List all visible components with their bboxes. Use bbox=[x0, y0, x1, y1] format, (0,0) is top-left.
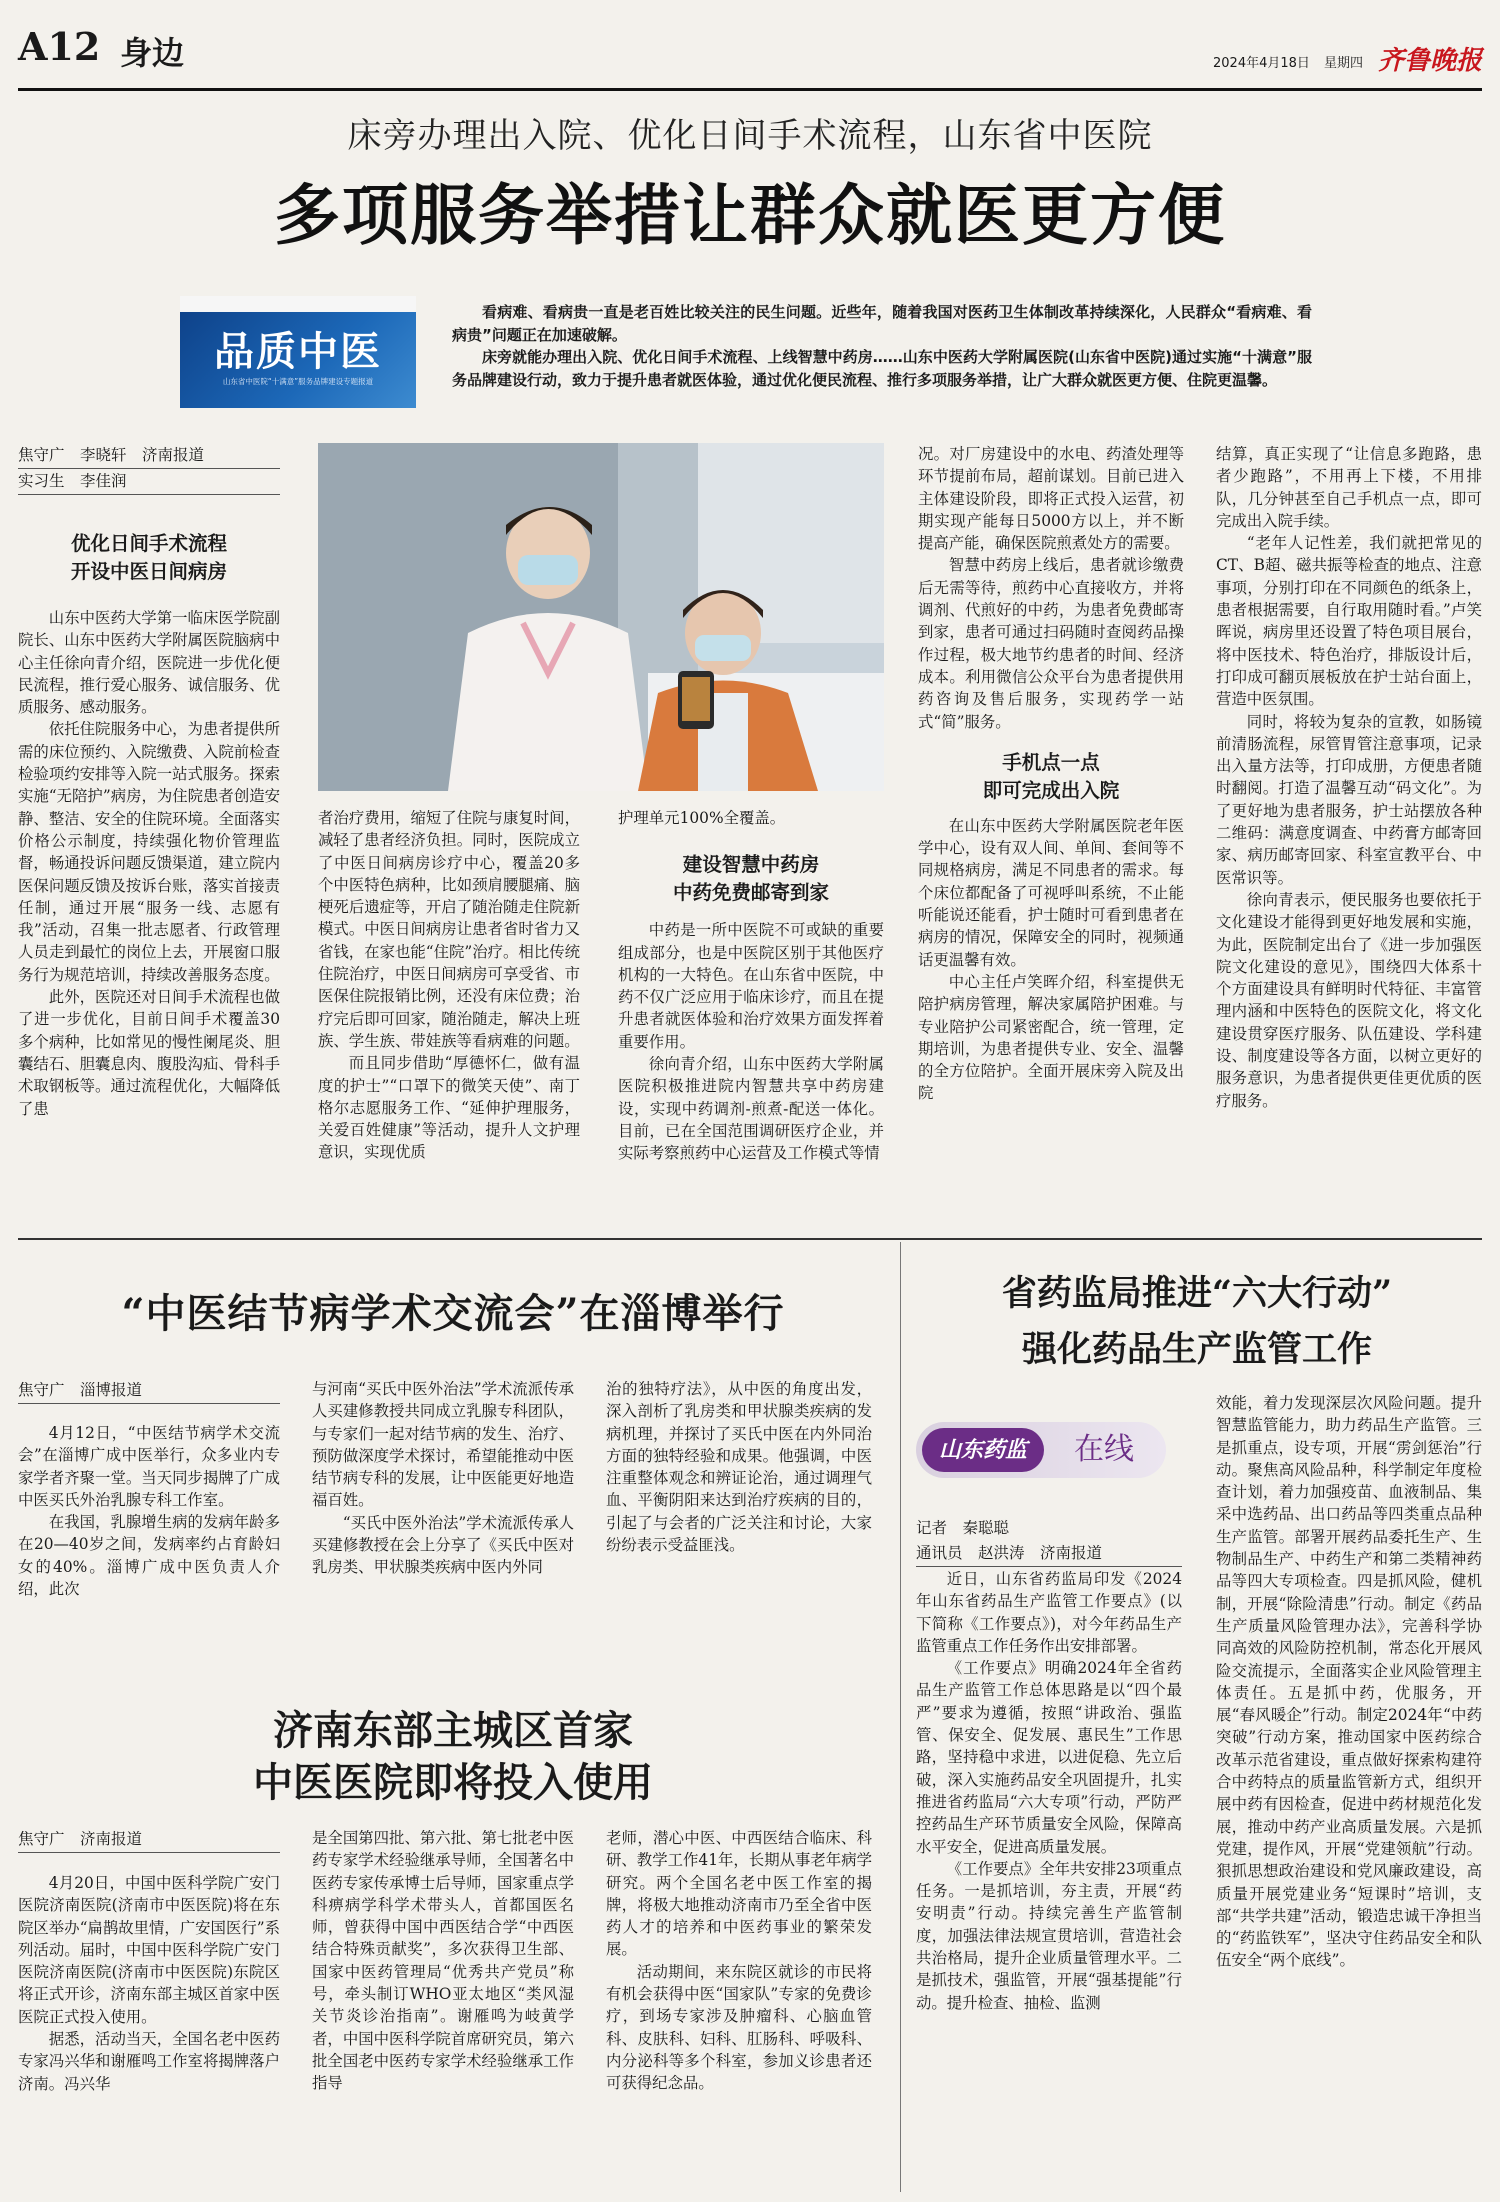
paragraph: 中心主任卢笑晖介绍，科室提供无陪护病房管理，解决家属陪护困难。与专业陪护公司紧密配合，统一管理，定期培训，为患者提供专业、安全、温馨的全方位陪护。全面开展床旁入院及出院 bbox=[918, 972, 1184, 1103]
issue-weekday: 星期四 bbox=[1324, 56, 1364, 71]
art1-column-1 bbox=[18, 607, 280, 1120]
art4-column-2 bbox=[1216, 1392, 1482, 1972]
paragraph: “老年人记性差，我们就把常见的CT、B超、磁共振等检查的地点、注意事项，分别打印在不同颜色的纸条上，患者根据需要，自行取用随时看。”卢笑晖说，病房里还设置了特色项目展台，将中医技术、特色治疗，排版设计后，打印成可翻页展板放在护士站台面上，营造中医氛围。 bbox=[1216, 534, 1482, 709]
paragraph: “买氏中医外治法”学术流派传承人买建修教授在会上分享了《买氏中医对乳房类、甲状腺类疾病中医内外同 bbox=[312, 1513, 575, 1577]
subhead-line: 优化日间手术流程 bbox=[70, 532, 227, 555]
art1-lead bbox=[452, 301, 1312, 391]
art2-column-3 bbox=[606, 1378, 872, 1556]
art2-column-2 bbox=[312, 1378, 574, 1579]
art3-column-2 bbox=[312, 1827, 574, 2095]
paragraph: 《工作要点》全年共安排23项重点任务。一是抓培训，夯主责，开展“药安明责”行动。持续完善生产监管制度，加强法律法规宣贯培训，营造社会共治格局，提升企业质量管理水平。二是抓技术，强监管，开展“强基提能”行动。提升检查、抽检、监测 bbox=[916, 1859, 1182, 2012]
art2-title: “中医结节病学术交流会”在淄博举行 bbox=[121, 1290, 785, 1337]
fda-online-logo bbox=[916, 1422, 1166, 1478]
paragraph: 据悉，活动当天，全国名老中医药专家冯兴华和谢雁鸣工作室将揭牌落户济南。冯兴华 bbox=[18, 2030, 280, 2093]
subhead-line: 手机点一点 bbox=[1002, 750, 1100, 774]
paragraph: 山东中医药大学第一临床医学院副院长、山东中医药大学附属医院脑病中心主任徐向青介绍，医院进一步优化便民流程，推行爱心服务、诚信服务、优质服务、感动服务。 bbox=[18, 609, 280, 717]
subhead-line: 开设中医日间病房 bbox=[70, 560, 227, 583]
art1-column-3 bbox=[618, 807, 884, 1165]
logo-text: 品质中医 bbox=[214, 328, 382, 375]
paragraph: 结算，真正实现了“让信息多跑路，患者少跑路”，不用再上下楼，不用排队，几分钟甚至自己手机点一点，即可完成出入院手续。 bbox=[1216, 445, 1482, 530]
logo-left: 山东药监 bbox=[922, 1428, 1044, 1472]
paragraph: 者治疗费用，缩短了住院与康复时间，减轻了患者经济负担。同时，医院成立了中医日间病房诊疗中心，覆盖20多个中医特色病种，比如颈肩腰腿痛、脑梗死后遗症等，开启了随治随走住院新模式。中医日间病房让患者省时省力又省钱，在家也能“住院”治疗。相比传统住院治疗，中医日间病房可享受省、市医保住院报销比例，还没有床位费；治疗完后即可回家，随治随走，解决上班族、学生族、带娃族等看病难的问题。 bbox=[318, 809, 580, 1050]
logo-tagline: 山东省中医院“十满意”服务品牌建设专题报道 bbox=[222, 377, 374, 386]
paragraph: 治的独特疗法》，从中医的角度出发，深入剖析了乳房类和甲状腺类疾病的发病机理，并探讨了买氏中医在内外同治方面的独特经验和成果。他强调，中医注重整体观念和辨证论治，通过调理气血、平衡阴阳来达到治疗疾病的目的，引起了与会者的广泛关注和讨论，大家纷纷表示受益匪浅。 bbox=[606, 1380, 872, 1555]
paragraph: 徐向青表示，便民服务也要依托于文化建设才能得到更好地发展和实施，为此，医院制定出台了《进一步加强医院文化建设的意见》，围绕四大体系十个方面建设具有鲜明时代特征、丰富管理内涵和中医特色的医院文化，将文化建设贯穿医疗服务、队伍建设、学科建设、制度建设等各方面，以树立更好的服务意识，为患者提供更佳更优质的医疗服务。 bbox=[1216, 890, 1482, 1110]
page-number: A12 bbox=[18, 24, 101, 69]
subhead-line: 建设智慧中药房 bbox=[682, 853, 820, 877]
art4-column-1 bbox=[916, 1568, 1182, 2014]
paragraph: 在山东中医药大学附属医院老年医学中心，设有双人间、单间、套间等不同规格病房，满足不同患者的需求。每个床位都配备了可视呼叫系统，不止能听能说还能看，护士随时可看到患者在病房的情况，保障安全的同时，视频通话更温馨有效。 bbox=[918, 816, 1184, 969]
title-line: 强化药品生产监管工作 bbox=[1021, 1329, 1372, 1370]
paper-logo: 齐鲁晚报 bbox=[1378, 46, 1483, 76]
byline-reporter: 焦守广 济南报道 bbox=[18, 1827, 280, 1853]
paragraph: 同时，将较为复杂的宣教，如肠镜前清肠流程，尿管胃管注意事项，记录出入量方法等，打印成册，方便患者随时翻阅。打造了温馨互动“码文化”。为了更好地为患者服务，护士站摆放各种二维码：满意度调查、中药膏方邮寄回家、病历邮寄回家、科室宣教平台、中医常识等。 bbox=[1216, 712, 1482, 887]
paragraph: 4月20日，中国中医科学院广安门医院济南医院(济南市中医医院)将在东院区举办“扁鹊故里情，广安国医行”系列活动。届时，中国中医科学院广安门医院济南医院(济南市中医医院)东院区将正式开诊，济南东部主城区首家中医医院正式投入使用。 bbox=[18, 1874, 280, 2026]
title-line: 省药监局推进“六大行动” bbox=[1001, 1273, 1393, 1314]
art3-column-3 bbox=[606, 1827, 872, 2095]
art2-byline bbox=[18, 1378, 280, 1404]
art3-byline bbox=[18, 1827, 280, 1853]
paragraph: 况。对厂房建设中的水电、药渣处理等环节提前布局，超前谋划。目前已进入主体建设阶段，即将正式投入运营，初期实现产能每日5000方以上，并不断提高产能，确保医院煎煮处方的需要。 bbox=[918, 445, 1184, 553]
hospital-photo bbox=[318, 443, 884, 791]
art1-column-4 bbox=[918, 443, 1184, 1105]
paragraph: 老师，潜心中医、中西医结合临床、科研、教学工作41年，长期从事老年病学研究。两个全国名老中医工作室的揭牌，将极大地推动济南市乃至全省中医药人才的培养和中医药事业的繁荣发展。 bbox=[606, 1829, 872, 1959]
byline-reporters: 焦守广 李晓轩 济南报道 bbox=[18, 443, 280, 469]
art3-column-1 bbox=[18, 1872, 280, 2095]
art1-title: 多项服务举措让群众就医更方便 bbox=[274, 176, 1226, 254]
paragraph: 近日，山东省药监局印发《2024年山东省药品生产监管工作要点》(以下简称《工作要点》)，对今年药品生产监管重点工作任务作出安排部署。 bbox=[916, 1570, 1182, 1655]
paragraph: 而且同步借助“厚德怀仁，做有温度的护士”“口罩下的微笑天使”、南丁格尔志愿服务工作、“延伸护理服务，关爱百姓健康”等活动，提升人文护理意识，实现优质 bbox=[318, 1054, 580, 1162]
section-name: 身边 bbox=[120, 34, 185, 72]
paragraph: 智慧中药房上线后，患者就诊缴费后无需等待，煎药中心直接收方，并将调剂、代煎好的中药，为患者免费邮寄到家，患者可通过扫码随时查阅药品操作过程，极大地节约患者的时间、经济成本。利用微信公众平台为患者提供用药咨询及售后服务，实现药学一站式“简”服务。 bbox=[918, 556, 1184, 731]
masthead bbox=[18, 18, 1482, 94]
title-line: 济南东部主城区首家 bbox=[273, 1707, 633, 1754]
art4-title bbox=[912, 1266, 1482, 1378]
art4-byline bbox=[916, 1516, 1182, 1567]
paragraph: 中药是一所中医院不可或缺的重要组成部分，也是中医院区别于其他医疗机构的一大特色。在山东省中医院，中药不仅广泛应用于临床诊疗，而且在提升患者就医体验和治疗效果方面发挥着重要作用。 bbox=[618, 921, 884, 1051]
lead-paragraph: 床旁就能办理出入院、优化日间手术流程、上线智慧中药房……山东中医药大学附属医院(山东省中医院)通过实施“十满意”服务品牌建设行动，致力于提升患者就医体验，通过优化便民流程、推行多项服务举措，让广大群众就医更方便、住院更温馨。 bbox=[452, 348, 1312, 389]
paragraph: 活动期间，来东院区就诊的市民将有机会获得中医“国家队”专家的免费诊疗，到场专家涉及肿瘤科、心脑血管科、皮肤科、妇科、肛肠科、呼吸科、内分泌科等多个科室，参加义诊患者还可获得纪念品。 bbox=[606, 1962, 872, 2093]
art1-column-2 bbox=[318, 807, 580, 1164]
title-line: 中医医院即将投入使用 bbox=[253, 1759, 653, 1806]
column-divider bbox=[900, 1242, 901, 2192]
subhead-line: 中药免费邮寄到家 bbox=[672, 881, 829, 905]
paragraph: 徐向青介绍，山东中医药大学附属医院积极推进院内智慧共享中药房建设，实现中药调剂-煎煮-配送一体化。目前，已在全国范围调研医疗企业，并实际考察煎药中心运营及工作模式等情 bbox=[618, 1055, 884, 1163]
subhead-line: 即可完成出入院 bbox=[982, 778, 1120, 802]
byline-reporter: 焦守广 淄博报道 bbox=[18, 1378, 280, 1404]
logo-right: 在线 bbox=[1074, 1432, 1134, 1467]
masthead-rule bbox=[18, 88, 1482, 91]
quality-tcm-logo bbox=[180, 296, 416, 408]
paragraph: 4月12日，“中医结节病学术交流会”在淄博广成中医举行，众多业内专家学者齐聚一堂。当天同步揭牌了广成中医买氏外治乳腺专科工作室。 bbox=[18, 1424, 280, 1509]
byline-reporter: 记者 秦聪聪 bbox=[916, 1519, 1010, 1537]
art2-column-1 bbox=[18, 1422, 280, 1600]
lead-paragraph: 看病难、看病贵一直是老百姓比较关注的民生问题。近些年，随着我国对医药卫生体制改革持续深化，人民群众“看病难、看病贵”问题正在加速破解。 bbox=[452, 303, 1312, 344]
issue-date: 2024年4月18日 bbox=[1213, 56, 1310, 71]
art1-subhead-1 bbox=[18, 530, 280, 586]
paragraph: 此外，医院还对日间手术流程也做了进一步优化，目前日间手术覆盖30多个病种，比如常见的慢性阑尾炎、胆囊结石、胆囊息肉、腹股沟疝、骨科手术取钢板等。通过流程优化，大幅降低了患 bbox=[18, 988, 280, 1118]
art1-byline bbox=[18, 443, 280, 495]
paragraph: 护理单元100%全覆盖。 bbox=[618, 809, 786, 827]
section-divider bbox=[18, 1238, 1482, 1240]
art1-column-5 bbox=[1216, 443, 1482, 1112]
art1-kicker: 床旁办理出入院、优化日间手术流程，山东省中医院 bbox=[347, 116, 1153, 156]
paragraph: 效能，着力发现深层次风险问题。提升智慧监管能力，助力药品生产监管。三是抓重点，设专项，开展“雳剑惩治”行动。聚焦高风险品种，科学制定年度检查计划，着力加强疫苗、血液制品、集采中选药品、出口药品等四类重点品种生产监管。部署开展药品委托生产、生物制品生产、中药生产和第二类精神药品等四大专项检查。四是抓风险，健机制，开展“除险清患”行动。制定《药品生产质量风险管理办法》，完善科学协同高效的风险防控机制，常态化开展风险交流提示，全面落实企业风险管理主体责任。五是抓中药，优服务，开展“春风暖企”行动。制定2024年“中药突破”行动方案，推动国家中医药综合改革示范省建设，重点做好探索构建符合中药特点的质量监管新方式，组织开展中药有因检查，促进中药材规范化发展，推动中药产业高质量发展。六是抓党建，提作风，开展“党建领航”行动。狠抓思想政治建设和党风廉政建设，高质量开展党建业务“短课时”培训，支部“共学共建”活动，锻造忠诚干净担当的“药监铁军”，坚决守住药品安全和队伍安全“两个底线”。 bbox=[1216, 1394, 1482, 1970]
paragraph: 在我国，乳腺增生病的发病年龄多在20—40岁之间，发病率约占育龄妇女的40%。淄博广成中医负责人介绍，此次 bbox=[18, 1513, 280, 1599]
paragraph: 是全国第四批、第六批、第七批老中医药专家学术经验继承导师，全国著名中医药专家传承博士后导师，国家重点学科痹病学科学术带头人，首都国医名师，曾获得中国中西医结合学“中西医结合特殊贡献奖”，多次获得卫生部、国家中医药管理局“优秀共产党员”称号，牵头制订WHO亚太地区“类风湿关节炎诊治指南”。谢雁鸣为岐黄学者，中国中医科学院首席研究员，第六批全国老中医药专家学术经验继承工作指导 bbox=[312, 1829, 574, 2093]
paragraph: 依托住院服务中心，为患者提供所需的床位预约、入院缴费、入院前检查检验项约安排等入院一站式服务。探索实施“无陪护”病房，为住院患者创造安静、整洁、安全的住院环境。全面落实价格公示制度，持续强化物价管理监督，畅通投诉问题反馈渠道，建立院内医保问题反馈及按诉台账，落实首接责任制，通过开展“服务一线、志愿有我”活动，召集一批志愿者、行政管理人员走到最忙的岗位上去，开展窗口服务行为规范培训，持续改善服务态度。 bbox=[18, 720, 280, 984]
byline-intern: 实习生 李佳润 bbox=[18, 469, 280, 495]
byline-correspondent: 通讯员 赵洪涛 济南报道 bbox=[916, 1541, 1182, 1567]
paragraph: 《工作要点》明确2024年全省药品生产监管工作总体思路是以“四个最严”要求为遵循，按照“讲政治、强监管、保安全、促发展、惠民生”工作思路，坚持稳中求进，以进促稳、先立后破，深入实施药品安全巩固提升，扎实推进省药监局“六大专项”行动，严防严控药品生产环节质量安全风险，保障高水平安全，促进高质量发展。 bbox=[916, 1659, 1182, 1856]
paragraph: 与河南“买氏中医外治法”学术流派传承人买建修教授共同成立乳腺专科团队，与专家们一起对结节病的发生、治疗、预防做深度学术探讨，希望能推动中医结节病专科的发展，让中医能更好地造福百姓。 bbox=[312, 1380, 574, 1510]
art3-title bbox=[18, 1705, 888, 1809]
